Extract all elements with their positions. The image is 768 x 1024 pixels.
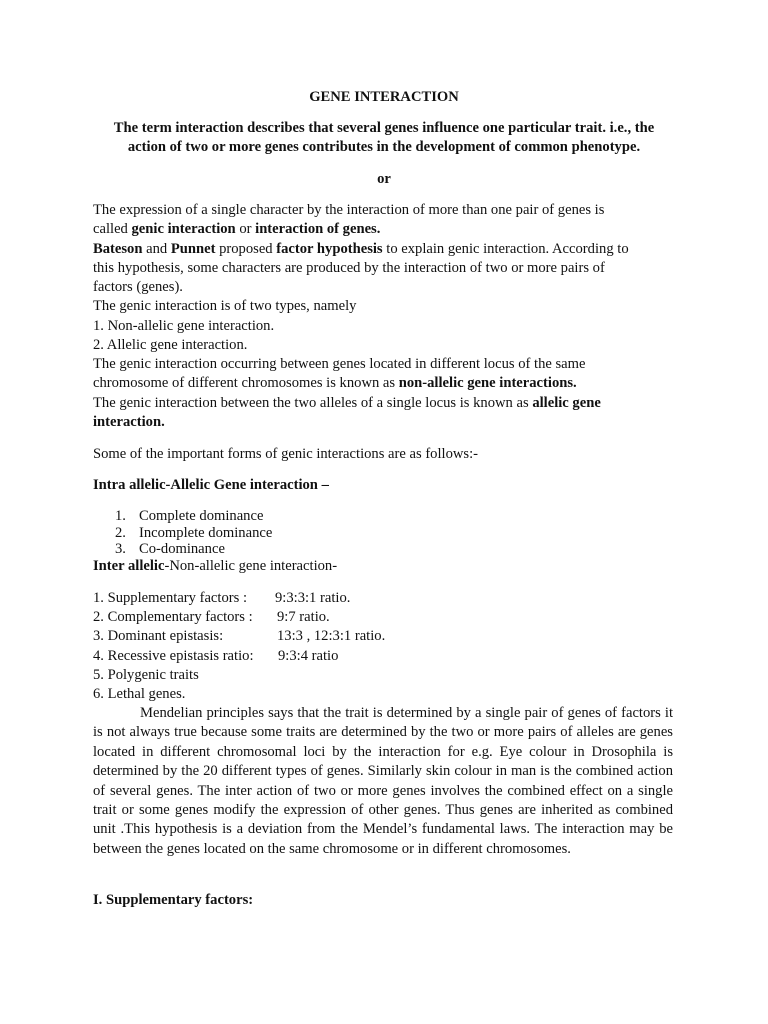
list-item-label: 3. Dominant epistasis: [93,628,224,644]
name-bateson: Bateson [93,241,143,257]
mendel-paragraph [93,704,673,859]
list-item-label: 2. Complementary factors : [93,609,253,625]
section-heading: I. Supplementary factors: [93,892,254,908]
allelic-def-text: The genic interaction between the two alleles of a single locus is known as [93,395,533,411]
list-number: 2. [115,525,126,541]
para1-or: or [235,221,256,237]
list-number: 1. [115,508,126,524]
para2-proposed: proposed [215,241,277,257]
para2-and: and [142,241,171,257]
or-separator: or [377,171,391,187]
list-item-ratio: 9:7 ratio. [277,609,330,625]
list-text: Incomplete dominance [139,525,273,541]
list-text: Co-dominance [139,541,225,557]
list-item-label: 5. Polygenic traits [93,667,199,683]
para1-line1: The expression of a single character by the interaction of more than one pair of genes is [93,202,605,218]
term-factor-hypothesis: factor hypothesis [276,241,383,257]
list-number: 3. [115,541,126,557]
definition-line-2: action of two or more genes contributes in the development of common phenotype. [127,139,641,155]
forms-intro: Some of the important forms of genic interactions are as follows:- [93,446,479,462]
list-item-label: 1. Supplementary factors : [93,590,248,606]
para2-line2: this hypothesis, some characters are produced by the interaction of two or more pairs of [93,260,605,276]
name-punnet: Punnet [170,241,216,257]
intra-allelic-heading: Intra allelic-Allelic Gene interaction – [93,477,329,493]
para2-line3: factors (genes). [93,279,183,295]
nonallelic-def-text: chromosome of different chromosomes is known as [93,375,399,391]
types-intro: The genic interaction is of two types, namely [93,298,357,314]
inter-allelic-bold: Inter allelic [93,558,165,574]
para1-text: called [93,221,132,237]
allelic-def-line2: interaction. [93,414,165,430]
nonallelic-def-line1: The genic interaction occurring between genes located in different locus of the same [93,356,586,372]
list-item-ratio: 9:3:4 ratio [278,648,339,664]
para2-rest: to explain genic interaction. According to [382,241,629,257]
definition-line-1: The term interaction describes that several genes influence one particular trait. i.e., the [113,120,655,136]
para1-line2 [93,220,380,238]
term-allelic-gene: allelic gene [532,395,601,411]
inter-allelic-rest: -Non-allelic gene interaction- [164,558,338,574]
allelic-def-line1 [93,394,601,412]
list-text: Complete dominance [139,508,264,524]
term-non-allelic: non-allelic gene interactions. [398,375,577,391]
mendel-paragraph-text: Mendelian principles says that the trait is determined by a single pair of genes of factors it is not always true because some traits are determined by the two or more pairs of alleles are genes located in different chromosomal loci by the interaction for e.g. Eye colour in Drosophila is determined by the 20 different types of genes. Similarly skin colour in man is the combined action of several genes. The inter action of two or more genes involves the combined effect on a single trait or some genes modify the expression of other genes. Thus genes are inherited as combined unit .This hypothesis is a deviation from the Mendel’s fundamental laws. The interaction may be between the genes located on the same chromosome or in different chromosomes. [93,705,673,857]
list-item-ratio: 9:3:3:1 ratio. [275,590,351,606]
inter-allelic-heading [93,557,337,575]
nonallelic-def-line2 [93,374,577,392]
term-genic-interaction: genic interaction [131,221,236,237]
list-item-ratio: 13:3 , 12:3:1 ratio. [277,628,386,644]
type-2: 2. Allelic gene interaction. [93,337,248,353]
para2-line1 [93,240,629,258]
type-1: 1. Non-allelic gene interaction. [93,318,275,334]
page-title: GENE INTERACTION [309,89,459,105]
list-item-label: 6. Lethal genes. [93,686,186,702]
term-interaction-of-genes: interaction of genes. [255,221,381,237]
list-item-label: 4. Recessive epistasis ratio: [93,648,254,664]
